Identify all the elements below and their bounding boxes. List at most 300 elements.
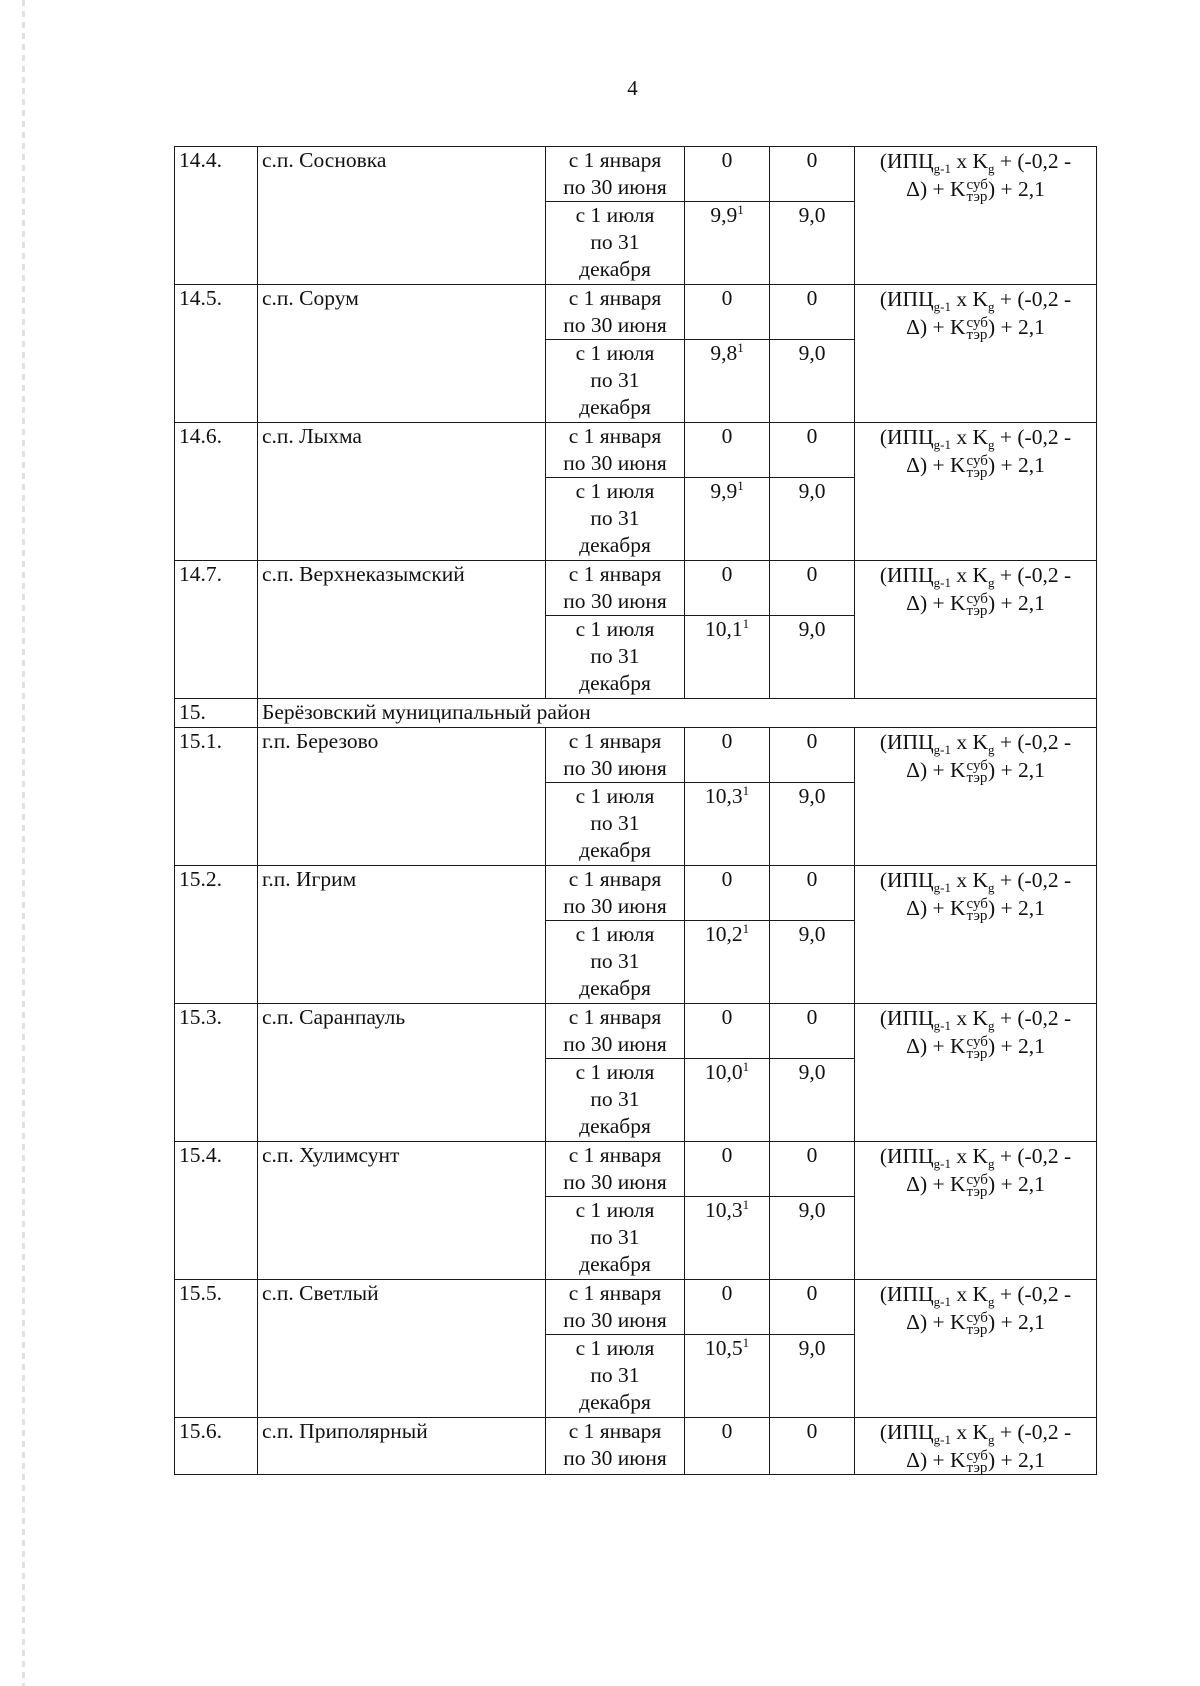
value-text: 9,0 [798, 341, 826, 365]
period-end-line2: по 31 [590, 1363, 640, 1387]
formula-mid: x K [950, 287, 988, 311]
formula-open: (ИПЦ [879, 868, 934, 892]
formula-k-sub: тэр [966, 327, 988, 344]
period-cell [546, 202, 685, 285]
value-text: 10,2 [704, 922, 743, 946]
value-text: 9,0 [798, 617, 826, 641]
scan-edge-artifact [22, 0, 25, 1686]
formula-mid: x K [950, 149, 988, 173]
table-row [175, 1004, 1097, 1059]
formula-sub-g1: g-1 [933, 880, 951, 895]
formula-k-index [966, 177, 988, 206]
formula-open: (ИПЦ [879, 1420, 934, 1444]
value-text: 0 [721, 1143, 733, 1167]
period-cell [546, 783, 685, 866]
period-cell [546, 423, 685, 478]
period-start-line2: по 30 июня [563, 894, 667, 918]
value-h2-a [685, 478, 770, 561]
formula-open: (ИПЦ [879, 149, 934, 173]
formula-mid2: + (-0,2 - [994, 563, 1072, 587]
formula-sub-g1: g-1 [933, 1432, 951, 1447]
formula-mid2: + (-0,2 - [994, 425, 1072, 449]
period-end-line2: по 31 [590, 1225, 640, 1249]
value-text: 9,0 [798, 784, 826, 808]
formula-k-sup: суб [966, 453, 988, 470]
formula-k-sub: тэр [966, 1460, 988, 1477]
row-number-text: 15.2. [179, 867, 222, 891]
settlement-name-text: с.п. Саранпауль [262, 1005, 406, 1029]
formula-mid2: + (-0,2 - [994, 149, 1072, 173]
formula-k-sup: суб [966, 1448, 988, 1465]
period-start-line1: с 1 января [568, 424, 662, 448]
value-h2-b [770, 921, 855, 1004]
formula-k-index [966, 1310, 988, 1339]
period-end-line1: с 1 июля [575, 203, 655, 227]
formula-open: (ИПЦ [879, 730, 934, 754]
period-cell [546, 921, 685, 1004]
value-text: 9,8 [710, 341, 738, 365]
formula-line2-a: Δ) + K [906, 1448, 966, 1472]
row-number [175, 285, 258, 423]
footnote-mark: 1 [737, 478, 744, 493]
formula-sub-g: g [988, 1294, 995, 1309]
row-number [175, 147, 258, 285]
formula-open: (ИПЦ [879, 1282, 934, 1306]
formula-k-index [966, 591, 988, 620]
formula-sub-g1: g-1 [933, 1018, 951, 1033]
formula-mid2: + (-0,2 - [994, 287, 1072, 311]
settlement-name [258, 147, 546, 285]
row-number [175, 1418, 258, 1475]
formula-k-index [966, 453, 988, 482]
formula-sub-g: g [988, 1156, 995, 1171]
period-start-line1: с 1 января [568, 286, 662, 310]
formula-k-sub: тэр [966, 1184, 988, 1201]
row-number [175, 1280, 258, 1418]
period-cell [546, 147, 685, 202]
value-text: 0 [721, 1419, 733, 1443]
period-cell [546, 561, 685, 616]
period-end-line2: по 31 [590, 1087, 640, 1111]
formula-mid: x K [950, 1282, 988, 1306]
value-h2-b [770, 616, 855, 699]
value-text: 10,3 [704, 784, 743, 808]
formula-sub-g: g [988, 299, 995, 314]
formula-cell [855, 1004, 1097, 1142]
period-start-line2: по 30 июня [563, 756, 667, 780]
period-cell [546, 616, 685, 699]
formula-cell [855, 147, 1097, 285]
period-start-line1: с 1 января [568, 562, 662, 586]
formula-open: (ИПЦ [879, 1006, 934, 1030]
formula-mid: x K [950, 1006, 988, 1030]
value-text: 0 [806, 1143, 818, 1167]
period-cell [546, 340, 685, 423]
period-end-line2: по 31 [590, 949, 640, 973]
formula-sub-g: g [988, 575, 995, 590]
formula-sub-g1: g-1 [933, 575, 951, 590]
formula-sub-g: g [988, 1018, 995, 1033]
period-start-line1: с 1 января [568, 729, 662, 753]
formula-cell [855, 1280, 1097, 1418]
period-start-line2: по 30 июня [563, 1032, 667, 1056]
formula-k-sup: суб [966, 1172, 988, 1189]
settlement-name-text: с.п. Сорум [262, 286, 359, 310]
value-h1-a [685, 1418, 770, 1475]
value-h1-b [770, 423, 855, 478]
period-cell [546, 285, 685, 340]
footnote-mark: 1 [737, 340, 744, 355]
row-number-text: 15.1. [179, 729, 222, 753]
value-h2-a [685, 1335, 770, 1418]
period-cell [546, 1418, 685, 1475]
value-h1-a [685, 1004, 770, 1059]
table-row [175, 423, 1097, 478]
period-end-line1: с 1 июля [575, 341, 655, 365]
formula-mid2: + (-0,2 - [994, 1420, 1072, 1444]
period-end-line1: с 1 июля [575, 1060, 655, 1084]
value-h1-a [685, 866, 770, 921]
row-number [175, 561, 258, 699]
value-h2-b [770, 1059, 855, 1142]
value-h1-b [770, 285, 855, 340]
period-cell [546, 866, 685, 921]
table-row [175, 866, 1097, 921]
formula-k-sub: тэр [966, 770, 988, 787]
value-text: 9,0 [798, 203, 826, 227]
value-h2-a [685, 1059, 770, 1142]
value-text: 9,0 [798, 922, 826, 946]
settlement-name-text: с.п. Приполярный [262, 1419, 428, 1443]
period-end-line2: по 31 [590, 644, 640, 668]
period-start-line1: с 1 января [568, 1419, 662, 1443]
settlement-name-text: с.п. Сосновка [262, 148, 387, 172]
settlement-name-text: г.п. Березово [262, 729, 379, 753]
value-h2-b [770, 478, 855, 561]
value-text: 0 [721, 562, 733, 586]
settlement-name [258, 285, 546, 423]
period-cell [546, 728, 685, 783]
period-cell [546, 478, 685, 561]
formula-k-sup: суб [966, 758, 988, 775]
value-text: 0 [806, 562, 818, 586]
value-h1-a [685, 561, 770, 616]
formula-sub-g: g [988, 1432, 995, 1447]
period-start-line1: с 1 января [568, 148, 662, 172]
formula-cell [855, 1142, 1097, 1280]
formula-cell [855, 285, 1097, 423]
formula-mid: x K [950, 425, 988, 449]
formula-line2-b: ) + 2,1 [987, 1172, 1045, 1196]
table-row [175, 1280, 1097, 1335]
value-h2-a [685, 921, 770, 1004]
formula-line2-b: ) + 2,1 [987, 177, 1045, 201]
table-row [175, 728, 1097, 783]
formula-k-sub: тэр [966, 1046, 988, 1063]
formula-mid2: + (-0,2 - [994, 730, 1072, 754]
table-row [175, 147, 1097, 202]
formula-line2-a: Δ) + K [906, 177, 966, 201]
value-text: 0 [806, 867, 818, 891]
value-text: 0 [721, 424, 733, 448]
settlement-name-text: с.п. Хулимсунт [262, 1143, 400, 1167]
settlement-name-text: с.п. Светлый [262, 1281, 379, 1305]
value-text: 0 [721, 1281, 733, 1305]
formula-line2-a: Δ) + K [906, 758, 966, 782]
formula-cell [855, 728, 1097, 866]
value-h2-b [770, 340, 855, 423]
period-end-line3: декабря [579, 257, 651, 281]
formula-line2-b: ) + 2,1 [987, 1448, 1045, 1472]
row-number-text: 15.3. [179, 1005, 222, 1029]
formula-cell [855, 1418, 1097, 1475]
period-start-line1: с 1 января [568, 1005, 662, 1029]
settlement-name [258, 1142, 546, 1280]
period-end-line2: по 31 [590, 368, 640, 392]
formula-sub-g: g [988, 880, 995, 895]
settlement-name [258, 423, 546, 561]
period-start-line1: с 1 января [568, 867, 662, 891]
formula-line2-a: Δ) + K [906, 315, 966, 339]
footnote-mark: 1 [742, 1197, 750, 1212]
value-h2-a [685, 616, 770, 699]
value-h1-b [770, 561, 855, 616]
formula-sub-g: g [988, 161, 995, 176]
value-h1-b [770, 1142, 855, 1197]
footnote-mark: 1 [742, 616, 750, 631]
section-number-text: 15. [179, 700, 206, 724]
value-h1-a [685, 1142, 770, 1197]
formula-open: (ИПЦ [879, 563, 934, 587]
period-cell [546, 1059, 685, 1142]
settlement-name [258, 1418, 546, 1475]
section-title-text: Берёзовский муниципальный район [262, 700, 591, 724]
value-text: 0 [806, 1281, 818, 1305]
footnote-mark: 1 [742, 783, 750, 798]
value-h1-a [685, 147, 770, 202]
settlement-name [258, 1004, 546, 1142]
period-start-line2: по 30 июня [563, 451, 667, 475]
period-end-line3: декабря [579, 838, 651, 862]
value-text: 0 [806, 148, 818, 172]
formula-mid: x K [950, 730, 988, 754]
period-end-line3: декабря [579, 1390, 651, 1414]
period-end-line3: декабря [579, 395, 651, 419]
tariff-table-body [175, 147, 1097, 1475]
formula-cell [855, 423, 1097, 561]
value-h2-b [770, 1197, 855, 1280]
formula-sub-g: g [988, 742, 995, 757]
period-end-line2: по 31 [590, 811, 640, 835]
settlement-name [258, 1280, 546, 1418]
value-text: 9,9 [710, 203, 738, 227]
period-end-line1: с 1 июля [575, 1198, 655, 1222]
table-row [175, 561, 1097, 616]
period-cell [546, 1004, 685, 1059]
settlement-name-text: с.п. Верхнеказымский [262, 562, 465, 586]
value-text: 0 [806, 729, 818, 753]
period-end-line2: по 31 [590, 506, 640, 530]
formula-line2-b: ) + 2,1 [987, 1310, 1045, 1334]
period-end-line1: с 1 июля [575, 479, 655, 503]
table-row [175, 1142, 1097, 1197]
formula-sub-g1: g-1 [933, 1156, 951, 1171]
period-end-line3: декабря [579, 976, 651, 1000]
value-text: 0 [721, 1005, 733, 1029]
formula-line2-a: Δ) + K [906, 453, 966, 477]
period-cell [546, 1335, 685, 1418]
footnote-mark: 1 [742, 921, 750, 936]
settlement-name [258, 728, 546, 866]
formula-sub-g1: g-1 [933, 742, 951, 757]
value-h2-b [770, 783, 855, 866]
period-cell [546, 1197, 685, 1280]
formula-k-sup: суб [966, 1034, 988, 1051]
value-text: 0 [806, 424, 818, 448]
value-h1-b [770, 1418, 855, 1475]
formula-k-sup: суб [966, 591, 988, 608]
period-start-line2: по 30 июня [563, 1308, 667, 1332]
settlement-name [258, 561, 546, 699]
settlement-name-text: с.п. Лыхма [262, 424, 362, 448]
formula-cell [855, 866, 1097, 1004]
row-number [175, 1004, 258, 1142]
formula-k-sup: суб [966, 896, 988, 913]
formula-mid2: + (-0,2 - [994, 1282, 1072, 1306]
value-h1-a [685, 728, 770, 783]
row-number-text: 15.6. [179, 1419, 222, 1443]
period-cell [546, 1142, 685, 1197]
formula-line2-a: Δ) + K [906, 1034, 966, 1058]
formula-k-index [966, 315, 988, 344]
value-text: 0 [806, 286, 818, 310]
value-text: 0 [721, 867, 733, 891]
value-h2-a [685, 783, 770, 866]
period-end-line3: декабря [579, 1114, 651, 1138]
period-start-line1: с 1 января [568, 1143, 662, 1167]
formula-k-sup: суб [966, 177, 988, 194]
formula-line2-a: Δ) + K [906, 1172, 966, 1196]
formula-mid: x K [950, 563, 988, 587]
settlement-name-text: г.п. Игрим [262, 867, 357, 891]
formula-cell [855, 561, 1097, 699]
row-number [175, 1142, 258, 1280]
value-text: 0 [721, 729, 733, 753]
table-section-row [175, 699, 1097, 728]
value-text: 10,0 [704, 1060, 743, 1084]
formula-open: (ИПЦ [879, 287, 934, 311]
formula-k-sub: тэр [966, 189, 988, 206]
section-number [175, 699, 258, 728]
period-start-line2: по 30 июня [563, 313, 667, 337]
row-number-text: 14.6. [179, 424, 222, 448]
footnote-mark: 1 [742, 1335, 750, 1350]
formula-k-sub: тэр [966, 465, 988, 482]
formula-k-index [966, 1034, 988, 1063]
value-h1-a [685, 423, 770, 478]
formula-open: (ИПЦ [879, 425, 934, 449]
formula-sub-g1: g-1 [933, 299, 951, 314]
row-number [175, 423, 258, 561]
formula-mid2: + (-0,2 - [994, 868, 1072, 892]
formula-k-sup: суб [966, 315, 988, 332]
value-h2-b [770, 202, 855, 285]
settlement-name [258, 866, 546, 1004]
formula-mid: x K [950, 1420, 988, 1444]
formula-k-sub: тэр [966, 1322, 988, 1339]
value-text: 0 [721, 286, 733, 310]
value-h1-b [770, 1280, 855, 1335]
period-end-line1: с 1 июля [575, 1336, 655, 1360]
formula-mid: x K [950, 1144, 988, 1168]
period-end-line2: по 31 [590, 230, 640, 254]
value-text: 0 [721, 148, 733, 172]
footnote-mark: 1 [737, 202, 744, 217]
formula-line2-a: Δ) + K [906, 591, 966, 615]
value-h2-b [770, 1335, 855, 1418]
value-h2-a [685, 202, 770, 285]
formula-k-index [966, 1448, 988, 1477]
formula-line2-a: Δ) + K [906, 896, 966, 920]
tariff-table [174, 146, 1097, 1475]
row-number-text: 15.4. [179, 1143, 222, 1167]
formula-line2-b: ) + 2,1 [987, 315, 1045, 339]
formula-k-sub: тэр [966, 908, 988, 925]
formula-line2-b: ) + 2,1 [987, 896, 1045, 920]
formula-mid: x K [950, 868, 988, 892]
section-title [258, 699, 1097, 728]
period-end-line1: с 1 июля [575, 617, 655, 641]
period-cell [546, 1280, 685, 1335]
value-h2-a [685, 340, 770, 423]
value-h1-a [685, 285, 770, 340]
period-end-line1: с 1 июля [575, 784, 655, 808]
formula-mid2: + (-0,2 - [994, 1006, 1072, 1030]
period-start-line2: по 30 июня [563, 589, 667, 613]
period-start-line2: по 30 июня [563, 1170, 667, 1194]
value-h2-a [685, 1197, 770, 1280]
page-number: 4 [627, 76, 638, 100]
formula-k-index [966, 1172, 988, 1201]
value-text: 0 [806, 1419, 818, 1443]
value-text: 9,0 [798, 1060, 826, 1084]
row-number-text: 15.5. [179, 1281, 222, 1305]
formula-k-sub: тэр [966, 603, 988, 620]
period-end-line3: декабря [579, 671, 651, 695]
value-text: 10,3 [704, 1198, 743, 1222]
formula-k-index [966, 896, 988, 925]
value-text: 9,0 [798, 1336, 826, 1360]
row-number-text: 14.4. [179, 148, 222, 172]
table-row [175, 285, 1097, 340]
value-h1-a [685, 1280, 770, 1335]
row-number-text: 14.7. [179, 562, 222, 586]
period-end-line1: с 1 июля [575, 922, 655, 946]
row-number [175, 728, 258, 866]
period-start-line2: по 30 июня [563, 1446, 667, 1470]
value-text: 0 [806, 1005, 818, 1029]
formula-open: (ИПЦ [879, 1144, 934, 1168]
formula-line2-a: Δ) + K [906, 1310, 966, 1334]
value-text: 9,0 [798, 479, 826, 503]
formula-line2-b: ) + 2,1 [987, 758, 1045, 782]
row-number [175, 866, 258, 1004]
value-text: 10,5 [704, 1336, 743, 1360]
period-start-line2: по 30 июня [563, 175, 667, 199]
value-text: 9,9 [710, 479, 738, 503]
value-h1-b [770, 1004, 855, 1059]
formula-line2-b: ) + 2,1 [987, 1034, 1045, 1058]
